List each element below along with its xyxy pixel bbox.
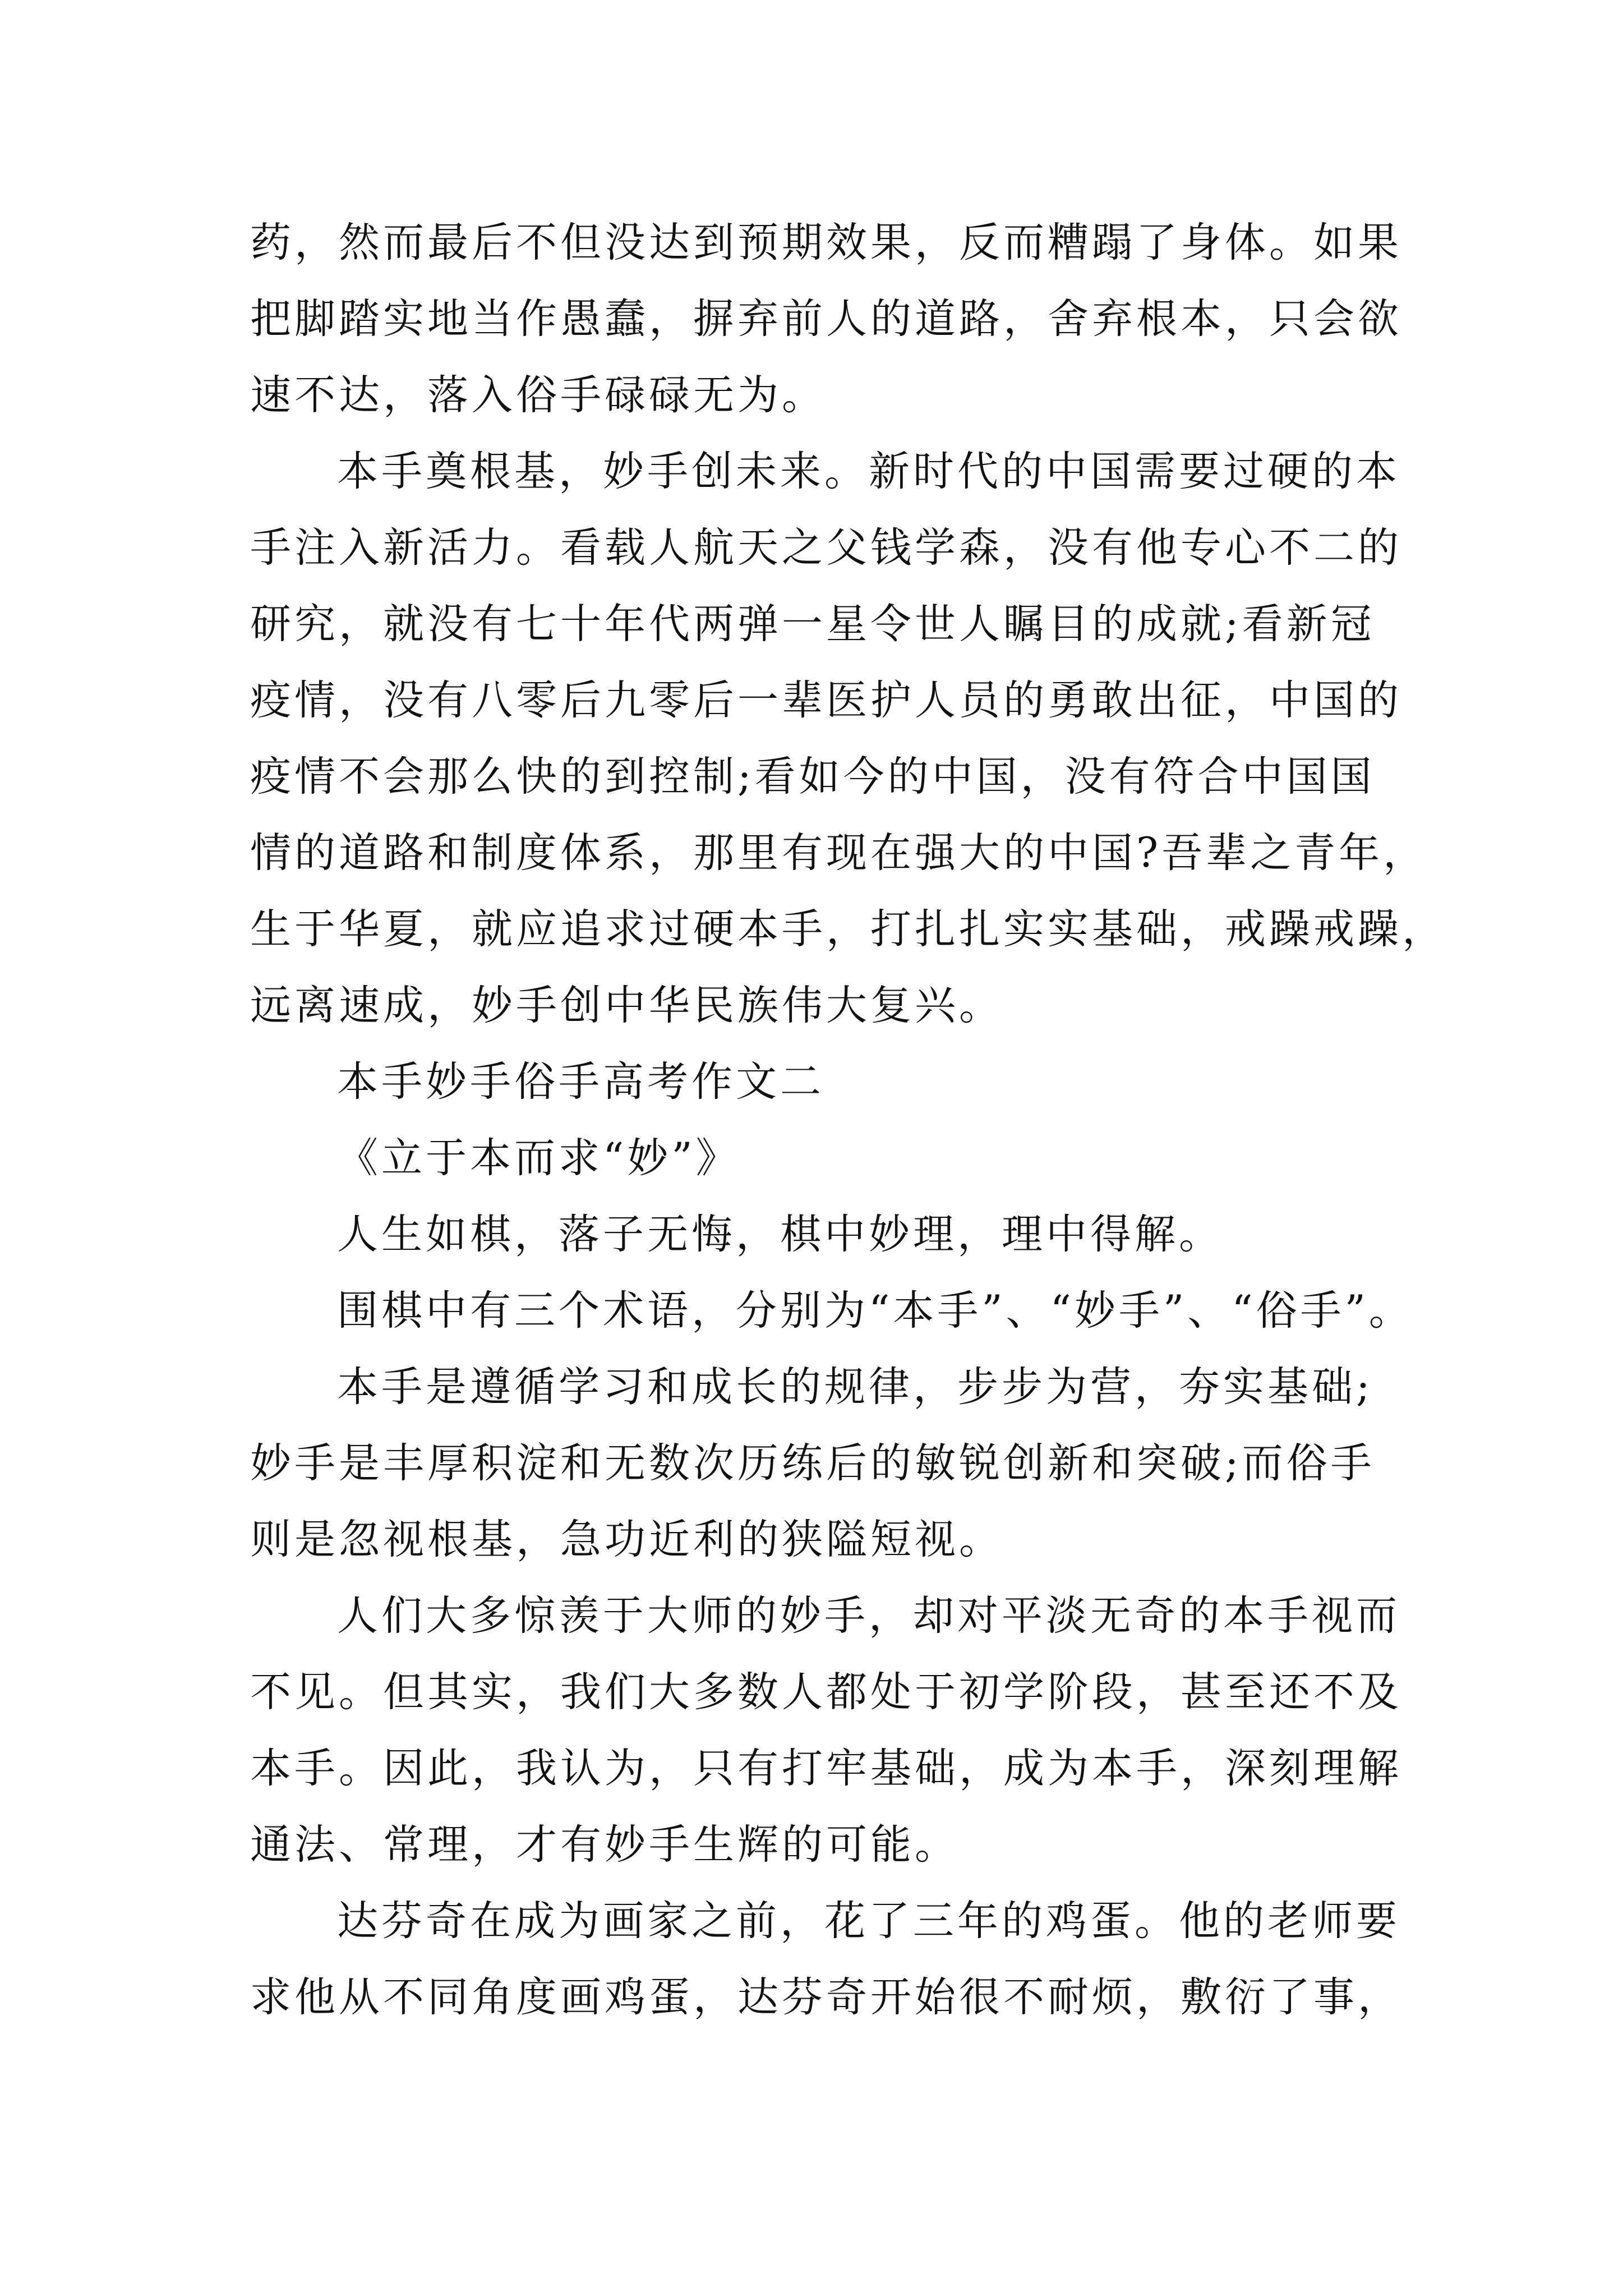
essay-title: 《立于本而求“妙”》: [337, 1134, 740, 1182]
text-line: 本手奠根基，妙手创未来。新时代的中国需要过硬的本: [337, 448, 1400, 495]
text-line: 情的道路和制度体系，那里有现在强大的中国?吾辈之青年，: [250, 829, 1428, 877]
text-line: 则是忽视根基，急功近利的狭隘短视。: [250, 1516, 1003, 1563]
text-line: 人们大多惊羡于大师的妙手，却对平淡无奇的本手视而: [337, 1592, 1400, 1640]
text-line: 疫情不会那么快的到控制;看如今的中国，没有符合中国国: [250, 753, 1375, 800]
text-line: 本手是遵循学习和成长的规律，步步为营，夯实基础;: [337, 1363, 1373, 1411]
text-line: 生于华夏，就应追求过硬本手，打扎扎实实基础，戒躁戒躁，: [250, 905, 1446, 953]
text-line: 远离速成，妙手创中华民族伟大复兴。: [250, 982, 1003, 1029]
text-line: 达芬奇在成为画家之前，花了三年的鸡蛋。他的老师要: [337, 1897, 1400, 1945]
text-line: 不见。但其实，我们大多数人都处于初学阶段，甚至还不及: [250, 1668, 1402, 1716]
section-heading: 本手妙手俗手高考作文二: [337, 1058, 824, 1106]
text-line: 求他从不同角度画鸡蛋，达芬奇开始很不耐烦，敷衍了事，: [250, 1973, 1402, 2021]
text-line: 速不达，落入俗手碌碌无为。: [250, 371, 826, 419]
text-line: 妙手是丰厚积淀和无数次历练后的敏锐创新和突破;而俗手: [250, 1439, 1375, 1487]
text-line: 通法、常理，才有妙手生辉的可能。: [250, 1821, 959, 1869]
text-line: 疫情，没有八零后九零后一辈医护人员的勇敢出征，中国的: [250, 677, 1402, 724]
text-line: 手注入新活力。看载人航天之父钱学森，没有他专心不二的: [250, 524, 1402, 572]
text-line: 围棋中有三个术语，分别为“本手”、“妙手”、“俗手”。: [337, 1287, 1413, 1335]
essay-text: [250, 205, 1446, 2036]
text-line: 研究，就没有七十年代两弹一星令世人瞩目的成就;看新冠: [250, 600, 1375, 648]
text-line: 把脚踏实地当作愚蠢，摒弃前人的道路，舍弃根本，只会欲: [250, 295, 1402, 343]
text-line: 药，然而最后不但没达到预期效果，反而糟蹋了身体。如果: [250, 219, 1402, 266]
text-line: 本手。因此，我认为，只有打牢基础，成为本手，深刻理解: [250, 1745, 1402, 1792]
text-line: 人生如棋，落子无悔，棋中妙理，理中得解。: [337, 1211, 1223, 1258]
